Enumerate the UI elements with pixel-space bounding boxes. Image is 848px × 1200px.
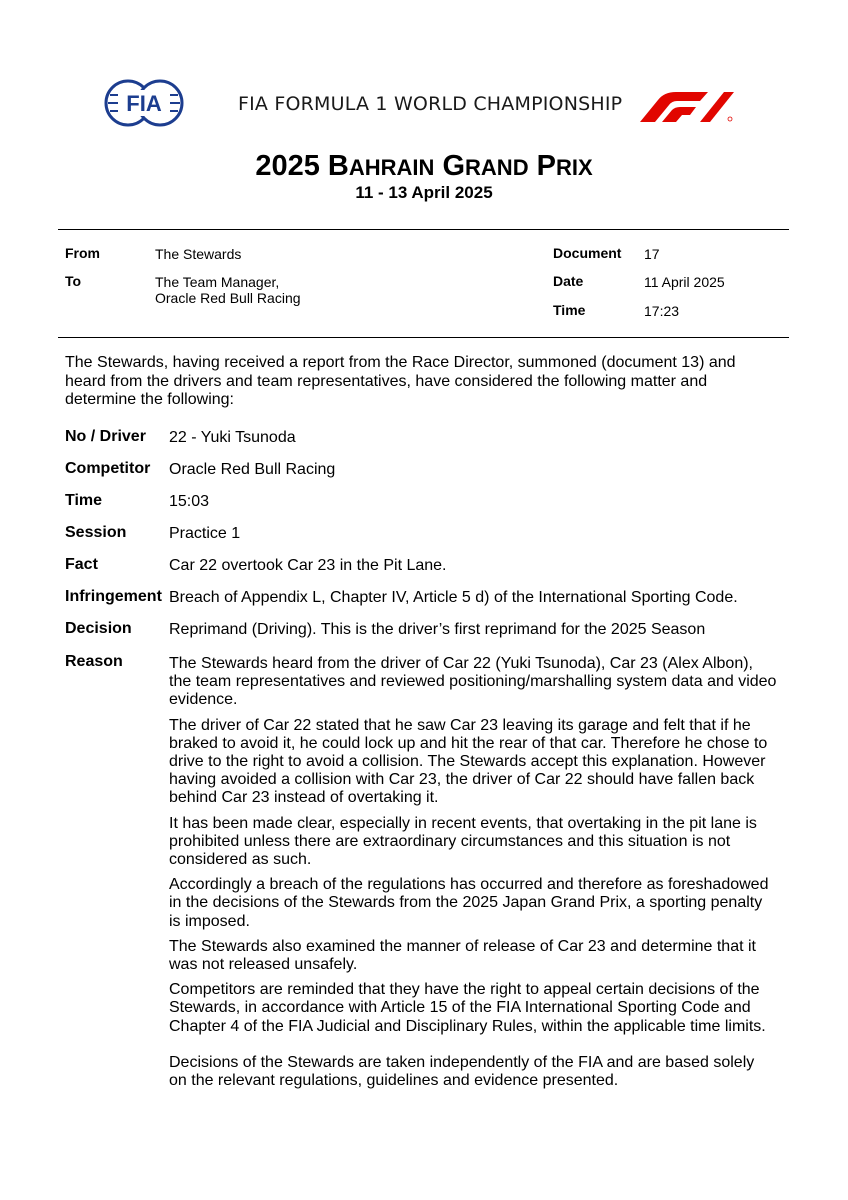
fia-logo [104,78,184,128]
infringement-label: Infringement [65,588,162,605]
fact-value: Car 22 overtook Car 23 in the Pit Lane. [169,557,447,574]
intro-paragraph: The Stewards, having received a report from the Race Director, summoned (document 13) and heard from the drivers and team representatives, have considered the following matter and determine the following: [65,354,736,408]
from-label: From [65,245,100,261]
reason-paragraph-2: The driver of Car 22 stated that he saw Car 23 leaving its garage and felt that if he braked to avoid it, he could lock up and hit the rear of that car. Therefore he chose to drive to the right to avoid a collision. The Stewards accept this explanation. However having avoided a collision with Car 23, the driver of Car 22 should have fallen back behind Car 23 instead of overtaking it. [169,716,768,807]
reason-paragraph-4: Accordingly a breach of the regulations has occurred and therefore as foreshadowed in the decisions of the Stewards from the 2025 Japan Grand Prix, a sporting penalty is imposed. [169,876,769,930]
session-value: Practice 1 [169,525,241,542]
event-dates: 11 - 13 April 2025 [355,183,493,202]
to-value-line2: Oracle Red Bull Racing [155,290,301,306]
session-label: Session [65,524,127,541]
reason-paragraph-3: It has been made clear, especially in recent events, that overtaking in the pit lane is prohibited unless there are extraordinary circumstances and this situation is not considered as such. [169,814,757,869]
appeal-notice: Competitors are reminded that they have the right to appeal certain decisions of the Stewards, in accordance with Article 15 of the FIA International Sporting Code and Chapter 4 of the FIA Judicial and Disciplinary Rules, within the applicable time limits. [169,981,766,1035]
from-value: The Stewards [155,246,242,262]
independence-notice: Decisions of the Stewards are taken independently of the FIA and are based solely on the relevant regulations, guidelines and evidence presented. [169,1053,755,1090]
reason-label: Reason [65,653,123,670]
meta-divider [58,337,789,338]
driver-label: No / Driver [65,428,146,445]
decision-label: Decision [65,620,132,637]
document-label: Document [553,245,622,261]
decision-value: Reprimand (Driving). This is the driver’s first reprimand for the 2025 Season [169,621,706,638]
fact-label: Fact [65,556,98,573]
time-row-value: 15:03 [169,493,210,510]
fia-logo-text: FIA [126,91,162,116]
to-value-line1: The Team Manager, [155,274,280,290]
reason-paragraph-1: The Stewards heard from the driver of Car 22 (Yuki Tsunoda), Car 23 (Alex Albon), the team representatives and reviewed positioning/marshalling system data and video evidence. [169,655,777,709]
to-label: To [65,273,82,289]
reason-paragraph-5: The Stewards also examined the manner of release of Car 23 and determine that it was not released unsafely. [169,937,756,974]
time-row-label: Time [65,492,103,509]
driver-value: 22 - Yuki Tsunoda [169,429,296,446]
f1-logo [636,88,740,124]
date-label: Date [553,273,584,289]
championship-name: FIA FORMULA 1 WORLD CHAMPIONSHIP [238,93,623,115]
header-divider [58,229,789,230]
reason-text [169,655,794,1097]
competitor-label: Competitor [65,460,151,477]
competitor-value: Oracle Red Bull Racing [169,461,336,478]
infringement-value: Breach of Appendix L, Chapter IV, Article 5 d) of the International Sporting Code. [169,589,738,606]
date-value: 11 April 2025 [644,274,725,290]
time-label: Time [553,302,586,318]
document-value: 17 [644,246,660,262]
time-value: 17:23 [644,303,680,319]
document-title: 2025 BAHRAIN GRAND PRIX [255,150,593,182]
